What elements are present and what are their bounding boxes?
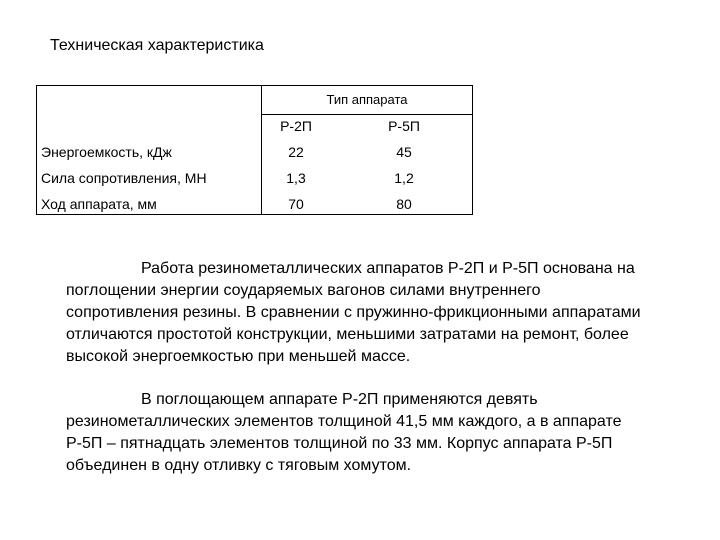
table-cell: 1,3	[286, 170, 306, 186]
column-header-r2p: Р-2П	[280, 118, 312, 134]
body-paragraph: В поглощающем аппарате Р-2П применяются девять резинометаллических элементов толщиной 41,5 мм каждого, а в аппарате Р-5П – пятнадцать элементов толщиной по 33 мм. Корпус аппарата Р-5П объединен в одну отливку с тяговым хомутом.	[66, 391, 622, 474]
table-divider-horizontal	[261, 114, 472, 115]
body-paragraph: Работа резинометаллических аппаратов Р-2П и Р-5П основана на поглощении энергии соударяемых вагонов силами внутреннего сопротивления резины. В сравнении с пружинно-фрикционными аппаратами отличаются простотой конструкции, меньшими затратами на ремонт, более высокой энергоемкостью при меньшей массе.	[66, 260, 641, 365]
table-group-header: Тип аппарата	[326, 92, 408, 107]
row-label-travel: Ход аппарата, мм	[41, 196, 157, 212]
document-title: Техническая характеристика	[50, 37, 264, 54]
table-cell: 70	[288, 196, 304, 212]
specifications-table	[36, 85, 473, 215]
table-cell: 45	[396, 144, 412, 160]
row-label-energy-capacity: Энергоемкость, кДж	[41, 144, 172, 160]
row-label-resistance-force: Сила сопротивления, МН	[41, 170, 207, 186]
table-cell: 80	[396, 196, 412, 212]
table-cell: 22	[288, 144, 304, 160]
table-cell: 1,2	[394, 170, 414, 186]
column-header-r5p: Р-5П	[388, 118, 420, 134]
